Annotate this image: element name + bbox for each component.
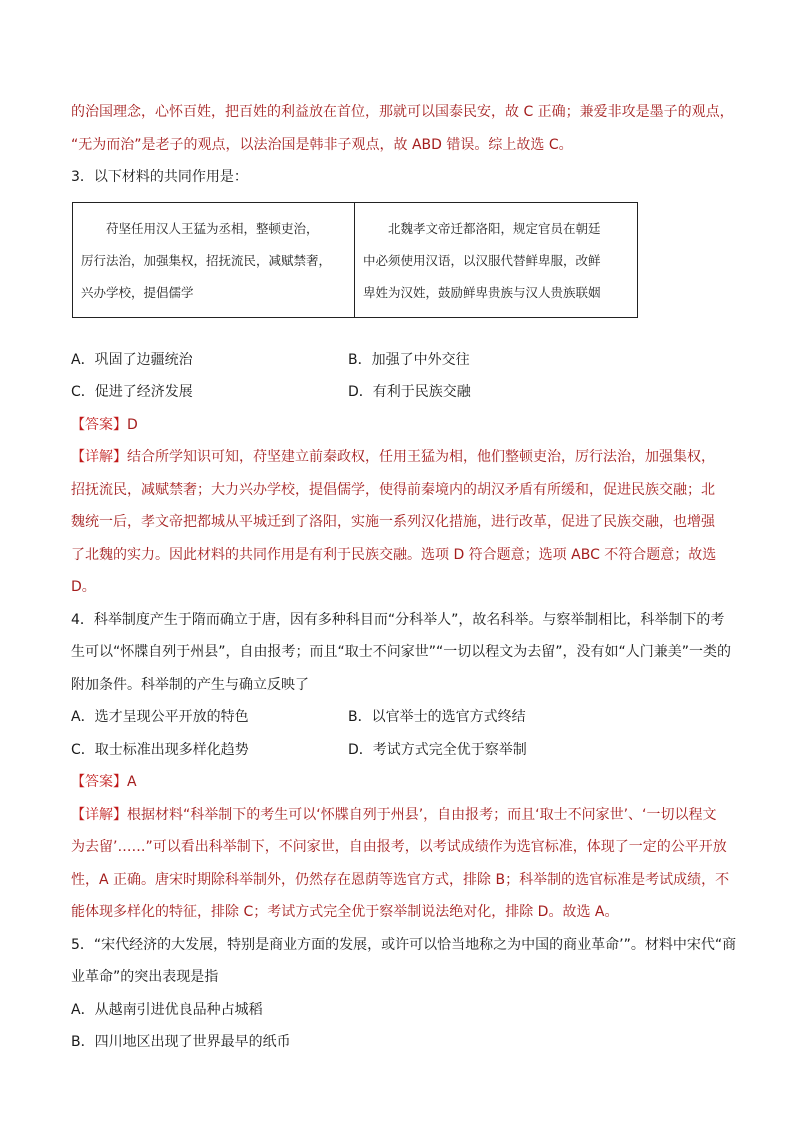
prev-explanation [71, 96, 734, 161]
detail-tag: 【详解】 [71, 806, 127, 823]
options-row [71, 344, 723, 377]
material-line: 北魏孝文帝迁都洛阳，规定官员在朝廷 [388, 220, 601, 236]
detail-tag: 【详解】 [71, 449, 127, 465]
material-line: 兴办学校，提倡儒学 [81, 284, 194, 300]
question-stem: 附加条件。科举制的产生与确立反映了 [71, 676, 309, 693]
options-row [71, 734, 723, 767]
option-b[interactable]: B．四川地区出现了世界最早的纸币 [71, 1034, 291, 1050]
material-line: 厉行法治，加强集权，招抚流民，减赋禁奢， [81, 252, 332, 268]
explanation-line: 了北魏的实力。因此材料的共同作用是有利于民族交融。选项 D 符合题意；选项 ABC 不符合题意；故选 [71, 546, 717, 563]
material-cell-right [355, 203, 637, 317]
answer-line [71, 409, 723, 442]
explanation-line: 魏统一后，孝文帝把都城从平城迁到了洛阳，实施一系列汉化措施，进行改革，促进了民族交融，也增强 [71, 514, 715, 530]
explanation-line: 能体现多样化的特征，排除 C；考试方式完全优于察举制说法绝对化，排除 D。故选 A。 [71, 904, 619, 920]
material-line: 中必须使用汉语，以汉服代替鲜卑服，改鲜 [363, 252, 601, 268]
explanation [71, 799, 730, 929]
explanation-line: 性，A 正确。唐宋时期除科举制外，仍然存在恩荫等选官方式，排除 B；科举制的选官标准是考试成绩，不 [71, 871, 730, 888]
question-stem: 5．“宋代经济的大发展，特别是商业方面的发展，或许可以恰当地称之为中国的商业革命’”。材料中宋代“商 [71, 936, 737, 953]
option-a[interactable]: A．巩固了边疆统治 [71, 351, 193, 368]
option-c[interactable]: C．促进了经济发展 [71, 384, 193, 400]
option-c[interactable]: C．取士标准出现多样化趋势 [71, 741, 249, 758]
material-cell-left [73, 203, 355, 317]
document-page [71, 96, 737, 1059]
option-d[interactable]: D．考试方式完全优于察举制 [348, 741, 527, 758]
explanation-line: 招抚流民，减赋禁奢；大力兴办学校，提倡儒学，使得前秦境内的胡汉矛盾有所缓和，促进民族交融；北 [71, 481, 715, 498]
answer-tag: 【答案】 [71, 774, 127, 790]
answer-line [71, 766, 723, 799]
question-stem: 业革命”的突出表现是指 [71, 969, 219, 985]
options-row [71, 701, 723, 734]
material-line: 卑姓为汉姓，鼓励鲜卑贵族与汉人贵族联姻 [363, 284, 601, 300]
option-d[interactable]: D．有利于民族交融 [348, 384, 471, 400]
answer-value: D [127, 416, 138, 433]
question-stem: 3．以下材料的共同作用是： [71, 169, 248, 185]
explanation-line: D。 [71, 579, 96, 595]
option-a[interactable]: A．从越南引进优良品种占城稻 [71, 1001, 263, 1018]
option-b[interactable]: B．加强了中外交往 [348, 351, 470, 368]
prev-explanation-line: 的治国理念，心怀百姓，把百姓的利益放在首位，那就可以国泰民安，故 C 正确；兼爱非攻是墨子的观点， [71, 104, 734, 120]
material-line: 苻坚任用汉人王猛为丞相，整顿吏治， [106, 220, 319, 236]
question-4 [71, 604, 732, 929]
option-a[interactable]: A．选才呈现公平开放的特色 [71, 709, 249, 725]
option-b[interactable]: B．以官举士的选官方式终结 [348, 709, 526, 725]
explanation [71, 441, 723, 604]
explanation-line: 【详解】根据材料“科举制下的考生可以‘怀牒自列于州县’，自由报考；而且‘取士不问家世’、‘一切以程文 [71, 806, 717, 823]
question-3 [71, 161, 723, 604]
explanation-line: 为去留’……”可以看出科举制下，不问家世，自由报考，以考试成绩作为选官标准，体现了一定的公平开放 [71, 839, 727, 855]
answer-value: A [127, 774, 137, 790]
material-table [72, 202, 638, 318]
options-row [71, 376, 723, 409]
explanation-line: 【详解】结合所学知识可知，苻坚建立前秦政权，任用王猛为相，他们整顿吏治，厉行法治，加强集权， [71, 449, 715, 465]
prev-explanation-line: “无为而治”是老子的观点，以法治国是韩非子观点，故 ABD 错误。综上故选 C。 [71, 136, 573, 153]
question-5 [71, 929, 737, 1059]
answer-tag: 【答案】 [71, 416, 127, 433]
question-stem: 4．科举制度产生于隋而确立于唐，因有多种科目而“分科举人”，故名科举。与察举制相比，科举制下的考 [71, 611, 725, 628]
question-stem: 生可以“怀牒自列于州县”，自由报考；而且“取士不问家世”“一切以程文为去留”，没有如“人门兼美”一类的 [71, 644, 732, 660]
